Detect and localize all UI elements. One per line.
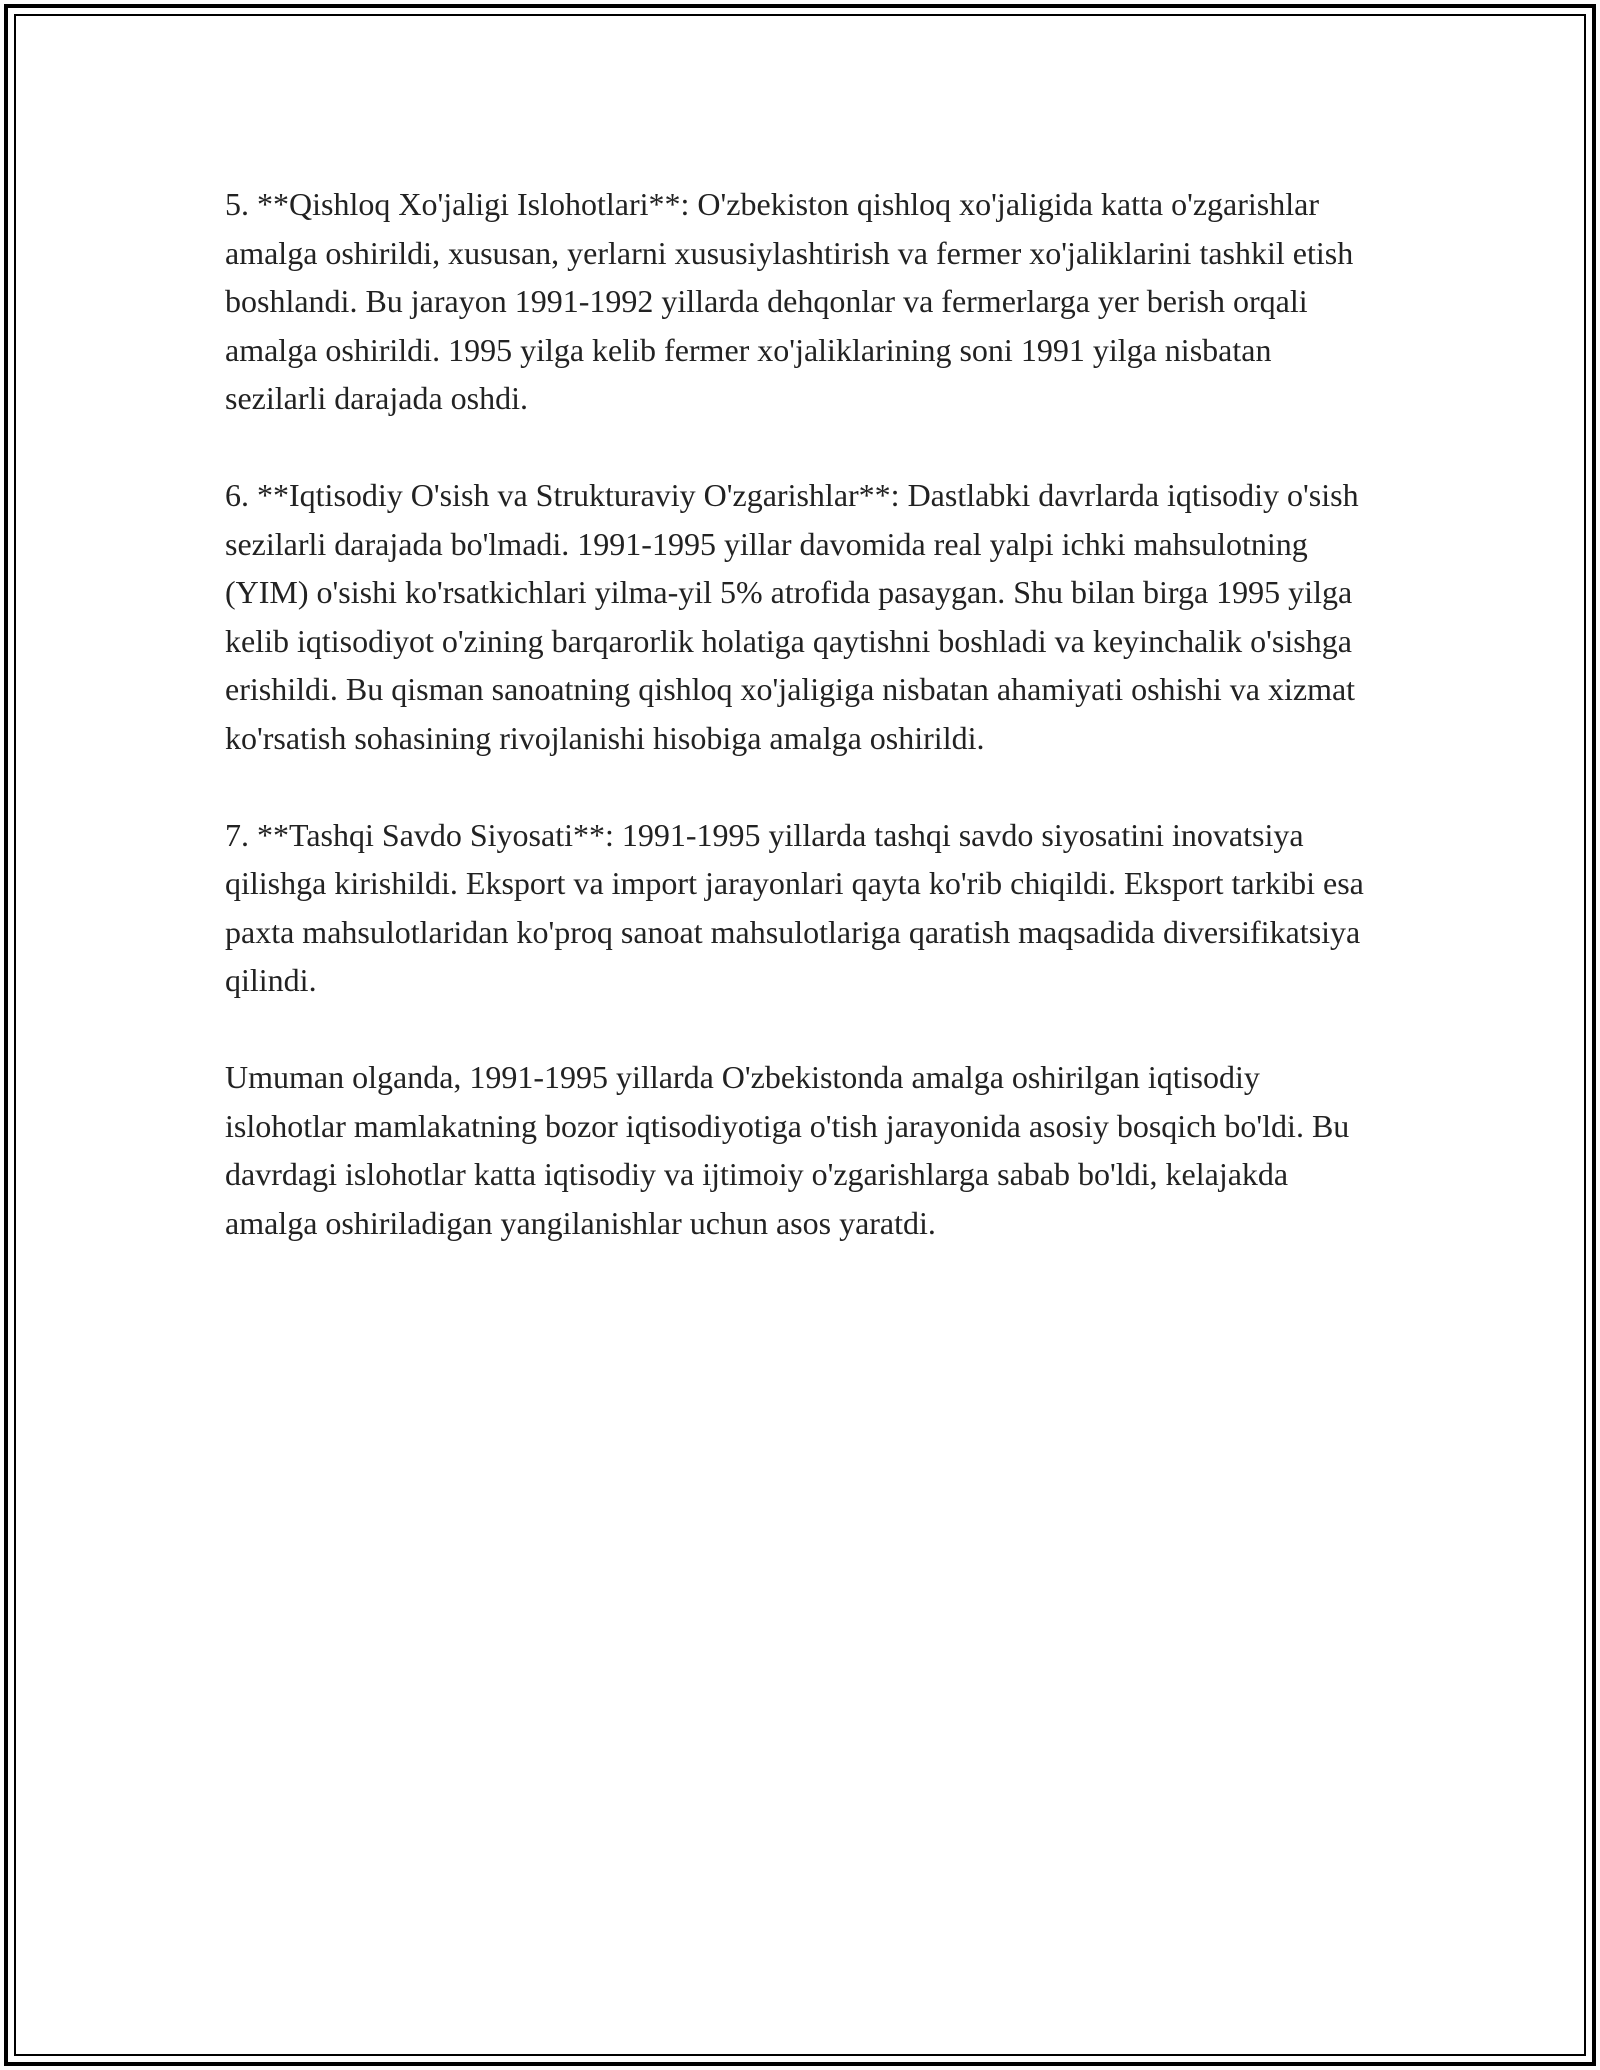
paragraph-foreign-trade: 7. **Tashqi Savdo Siyosati**: 1991-1995 yillarda tashqi savdo siyosatini inovatsiya qilishga kirishildi. Eksport va import jarayonlari qayta ko'rib chiqildi. Eksport tarkibi esa paxta mahsulotlaridan ko'proq sanoat mahsulotlariga qaratish maqsadida diversifikatsiya qilindi.: [225, 816, 1364, 998]
paragraph-conclusion: Umuman olganda, 1991-1995 yillarda O'zbekistonda amalga oshirilgan iqtisodiy islohotlar mamlakatning bozor iqtisodiyotiga o'tish jarayonida asosiy bosqich bo'ldi. Bu davrdagi islohotlar katta iqtisodiy va ijtimoiy o'zgarishlarga sabab bo'ldi, kelajakda amalga oshiriladigan yangilanishlar uchun asos yaratdi.: [225, 1059, 1350, 1241]
paragraph-economic-growth: 6. **Iqtisodiy O'sish va Strukturaviy O'zgarishlar**: Dastlabki davrlarda iqtisodiy o'sish sezilarli darajada bo'lmadi. 1991-1995 yillar davomida real yalpi ichki mahsulotning (YIM) o'sishi ko'rsatkichlari yilma-yil 5% atrofida pasaygan. Shu bilan birga 1995 yilga kelib iqtisodiyot o'zining barqarorlik holatiga qaytishni boshladi va keyinchalik o'sishga erishildi. Bu qisman sanoatning qishloq xo'jaligiga nisbatan ahamiyati oshishi va xizmat ko'rsatish sohasining rivojlanishi hisobiga amalga oshirildi.: [225, 477, 1359, 756]
paragraph-agriculture-reforms: 5. **Qishloq Xo'jaligi Islohotlari**: O'zbekiston qishloq xo'jaligida katta o'zgarishlar amalga oshirildi, xususan, yerlarni xususiylashtirish va fermer xo'jaliklarini tashkil etish boshlandi. Bu jarayon 1991-1992 yillarda dehqonlar va fermerlarga yer berish orqali amalga oshirildi. 1995 yilga kelib fermer xo'jaliklarining soni 1991 yilga nisbatan sezilarli darajada oshdi.: [225, 186, 1354, 416]
document-body: [225, 180, 1375, 1296]
